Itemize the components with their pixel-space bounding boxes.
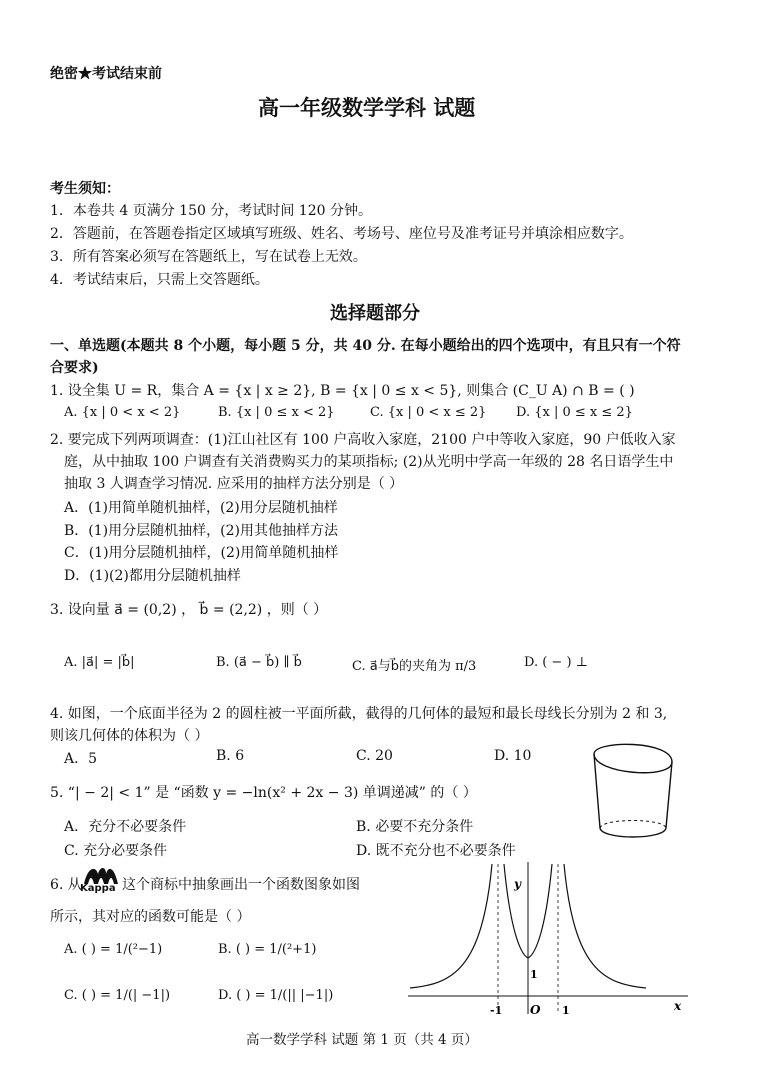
q1-option-a: A. {x | 0 < x < 2} — [64, 405, 181, 420]
q4-stem-line: 则该几何体的体积为（ ） — [50, 728, 209, 744]
page-footer: 高一数学学科 试题 第 1 页（共 4 页） — [246, 1032, 478, 1048]
q4-option-d: D. 10 — [494, 748, 532, 764]
q5-option-c: C. 充分必要条件 — [64, 843, 168, 859]
q4-stem-line: 4. 如图，一个底面半径为 2 的圆柱被一平面所截，截得的几何体的最短和最长母线长分别为 2 和 3, — [50, 706, 668, 722]
kappa-logo-text: Kappa — [80, 883, 116, 894]
page-title: 高一年级数学学科 试题 — [258, 95, 476, 120]
q1-stem: 1. 设全集 U = R，集合 A = {x | x ≥ 2}, B = {x | 0 ≤ x < 5}, 则集合 (C_U A) ∩ B = ( ) — [50, 383, 635, 399]
function-graph — [402, 858, 692, 1018]
curve-left-outer — [410, 864, 492, 988]
y-tick-one: 1 — [530, 968, 538, 981]
q3-option-d: D. ( − ) ⊥ — [524, 655, 588, 670]
q6-option-b: B. ( ) = 1/(²+1) — [218, 942, 317, 957]
q5-option-b: B. 必要不充分条件 — [356, 819, 474, 835]
q6-stem-start: 6. 从 — [50, 877, 82, 893]
notice-item: 2．答题前，在答题卷指定区域填写班级、姓名、考场号、座位号及准考证号并填涂相应数字。 — [50, 226, 633, 242]
y-axis-label: y — [514, 877, 521, 891]
part1-heading-cont: 合要求) — [50, 360, 99, 376]
q3-option-a: A. |a⃗| = |b⃗| — [64, 655, 135, 670]
q5-option-a: A．充分不必要条件 — [64, 819, 187, 835]
q2-option-b: B．(1)用分层随机抽样，(2)用其他抽样方法 — [64, 523, 338, 539]
q1-option-b: B. {x | 0 ≤ x < 2} — [218, 405, 335, 420]
q6-option-c: C. ( ) = 1/(| −1|) — [64, 988, 171, 1003]
q2-stem-line: 庭，从中抽取 100 户调查有关消费购买力的某项指标; (2)从光明中学高一年级的 28 名日语学生中 — [64, 454, 674, 470]
q4-option-b: B. 6 — [216, 748, 245, 764]
q3-option-c: C. a⃗与b⃗的夹角为 π/3 — [352, 659, 477, 674]
q3-option-b: B. (a⃗ − b⃗) ∥ b⃗ — [216, 655, 302, 670]
q6-stem-line2: 所示，其对应的函数可能是（ ） — [50, 909, 251, 925]
part1-heading: 一、单选题(本题共 8 个小题，每小题 5 分，共 40 分. 在每小题给出的四个选项中，有且只有一个符 — [50, 338, 681, 354]
notice-item: 4．考试结束后，只需上交答题纸。 — [50, 272, 269, 288]
q5-option-d: D. 既不充分也不必要条件 — [356, 843, 516, 859]
q6-stem-cont: 这个商标中抽象画出一个函数图象如图 — [122, 877, 360, 893]
confidential-mark: 绝密★考试结束前 — [50, 66, 162, 82]
notice-item: 1．本卷共 4 页满分 150 分，考试时间 120 分钟。 — [50, 203, 372, 219]
q2-option-d: D．(1)(2)都用分层随机抽样 — [64, 568, 241, 584]
section-title: 选择题部分 — [330, 303, 420, 324]
q2-option-c: C．(1)用分层随机抽样，(2)用简单随机抽样 — [64, 545, 339, 561]
q2-option-a: A．(1)用简单随机抽样，(2)用分层随机抽样 — [64, 500, 338, 516]
kappa-logo — [80, 864, 122, 894]
cut-cylinder-figure — [588, 736, 678, 846]
notice-heading: 考生须知： — [50, 181, 120, 197]
q1-option-d: D. {x | 0 ≤ x ≤ 2} — [516, 405, 633, 420]
origin-label: O — [530, 1003, 541, 1017]
curve-right-outer — [564, 864, 646, 988]
q4-option-a: A．5 — [64, 751, 98, 767]
tick-neg-one: -1 — [490, 1004, 503, 1017]
q6-option-a: A. ( ) = 1/(²−1) — [64, 942, 163, 957]
q6-option-d: D. ( ) = 1/(|| |−1|) — [218, 988, 334, 1003]
q5-stem: 5. “| − 2| < 1” 是 “函数 y = −ln(x² + 2x − 3) 单调递减” 的（ ） — [50, 785, 477, 801]
q1-option-c: C. {x | 0 < x ≤ 2} — [370, 405, 487, 420]
q2-stem-line: 抽取 3 人调查学习情况. 应采用的抽样方法分别是（ ） — [64, 476, 404, 492]
tick-pos-one: 1 — [562, 1004, 570, 1017]
notice-item: 3．所有答案必须写在答题纸上，写在试卷上无效。 — [50, 249, 367, 265]
q2-stem-line: 2. 要完成下列两项调查：(1)江山社区有 100 户高收入家庭，2100 户中等收入家庭，90 户低收入家 — [50, 432, 676, 448]
q4-option-c: C. 20 — [356, 748, 393, 764]
x-axis-label: x — [674, 999, 682, 1013]
q3-stem: 3. 设向量 a⃗ = (0,2) ， b⃗ = (2,2) ，则（ ） — [50, 602, 328, 618]
